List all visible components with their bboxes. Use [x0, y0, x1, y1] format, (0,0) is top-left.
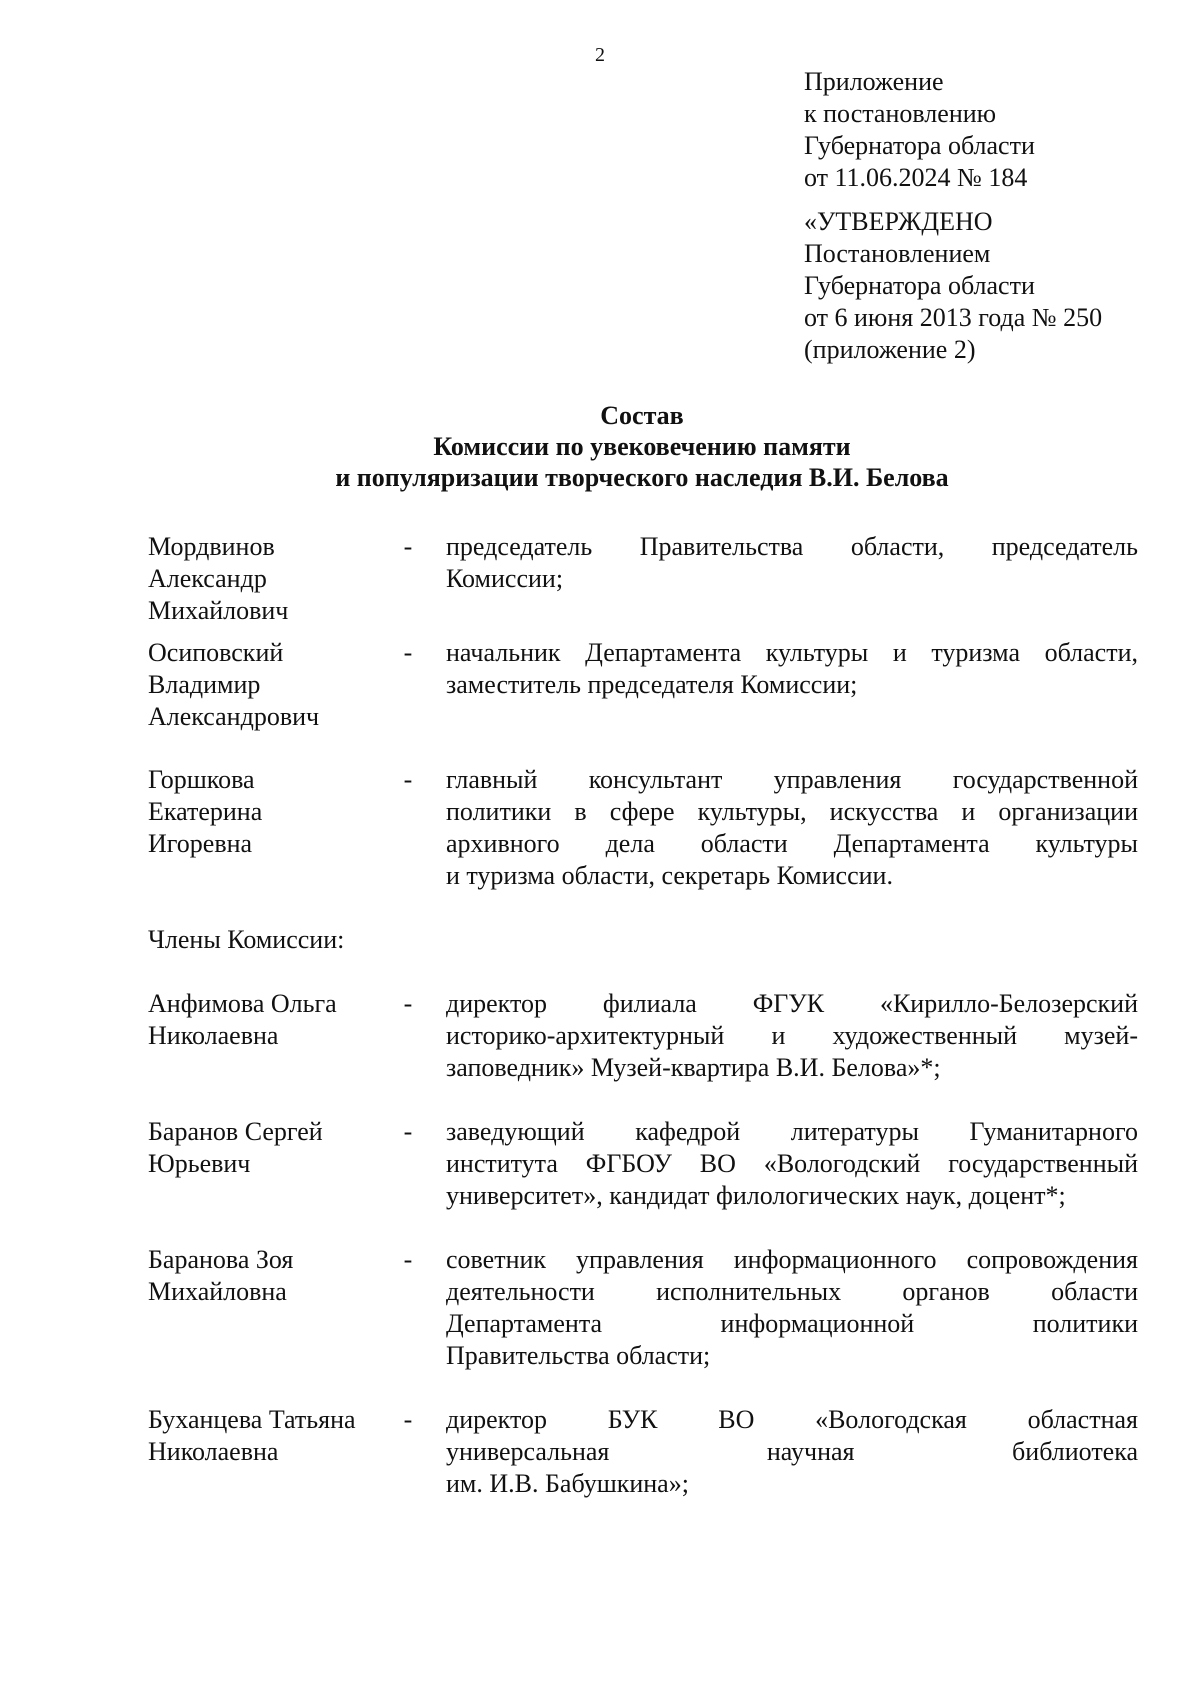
member-name-line: Николаевна [148, 1021, 279, 1050]
dash-separator: - [403, 532, 413, 561]
member-name-line: Михайловна [148, 1277, 287, 1306]
description-line: университет», кандидат филологических наук, доцент*; [446, 1181, 1066, 1210]
description-line: Комиссии; [446, 564, 564, 593]
member-description [446, 1244, 1138, 1372]
member-name-line: Александрович [148, 702, 320, 731]
member-name-line: Николаевна [148, 1437, 279, 1466]
dash-separator: - [403, 638, 413, 667]
description-line: заместитель председателя Комиссии; [446, 670, 858, 699]
member-name [148, 1404, 398, 1468]
description-line: директор филиала ФГУК «Кирилло-Белозерский [446, 989, 1138, 1018]
description-line: директор БУК ВО «Вологодская областная [446, 1405, 1138, 1434]
page-number: 2 [595, 44, 605, 66]
member-name-line: Анфимова Ольга [148, 989, 337, 1018]
member-description [446, 637, 1138, 701]
members-label: Члены Комиссии: [148, 925, 345, 954]
member-name-line: Юрьевич [148, 1149, 251, 1178]
member-description [446, 531, 1138, 595]
member-name [148, 637, 398, 733]
approved-line: «УТВЕРЖДЕНО [804, 207, 993, 236]
appendix-header [804, 66, 1184, 194]
description-line: Правительства области; [446, 1341, 711, 1370]
member-name-line: Баранова Зоя [148, 1245, 294, 1274]
member-name-line: Михайлович [148, 596, 289, 625]
title-line: и популяризации творческого наследия В.И. Белова [335, 463, 949, 492]
description-line: председатель Правительства области, председатель [446, 532, 1138, 561]
member-name-line: Баранов Сергей [148, 1117, 323, 1146]
dash-separator: - [403, 1405, 413, 1434]
member-name-line: Горшкова [148, 765, 255, 794]
description-line: заповедник» Музей-квартира В.И. Белова»*; [446, 1053, 941, 1082]
member-name-line: Игоревна [148, 829, 253, 858]
dash-separator: - [403, 765, 413, 794]
member-name [148, 988, 398, 1052]
approved-line: Губернатора области [804, 271, 1035, 300]
description-line: главный консультант управления государственной [446, 765, 1138, 794]
description-line: заведующий кафедрой литературы Гуманитарного [446, 1117, 1138, 1146]
member-name-line: Александр [148, 564, 267, 593]
description-line: Департамента информационной политики [446, 1309, 1138, 1338]
dash-separator: - [403, 1117, 413, 1146]
appendix-header-line: Приложение [804, 67, 944, 96]
description-line: универсальная научная библиотека [446, 1437, 1138, 1466]
member-name-line: Буханцева Татьяна [148, 1405, 356, 1434]
approved-line: (приложение 2) [804, 335, 976, 364]
title-line: Состав [600, 401, 684, 430]
member-name-line: Екатерина [148, 797, 263, 826]
description-line: деятельности исполнительных органов области [446, 1277, 1138, 1306]
member-description [446, 988, 1138, 1084]
member-name-line: Осиповский [148, 638, 284, 667]
document-title [0, 400, 1200, 493]
member-name [148, 1116, 398, 1180]
description-line: архивного дела области Департамента культуры [446, 829, 1138, 858]
description-line: советник управления информационного сопровождения [446, 1245, 1138, 1274]
member-description [446, 1116, 1138, 1212]
description-line: начальник Департамента культуры и туризма области, [446, 638, 1138, 667]
dash-separator: - [403, 989, 413, 1018]
description-line: политики в сфере культуры, искусства и организации [446, 797, 1138, 826]
member-name [148, 764, 398, 860]
description-line: института ФГБОУ ВО «Вологодский государственный [446, 1149, 1138, 1178]
approved-line: от 6 июня 2013 года № 250 [804, 303, 1103, 332]
approved-block [804, 206, 1184, 366]
appendix-header-line: от 11.06.2024 № 184 [804, 163, 1028, 192]
member-name-line: Владимир [148, 670, 261, 699]
title-line: Комиссии по увековечению памяти [433, 432, 851, 461]
dash-separator: - [403, 1245, 413, 1274]
appendix-header-line: к постановлению [804, 99, 997, 128]
approved-line: Постановлением [804, 239, 991, 268]
member-description [446, 764, 1138, 892]
appendix-header-line: Губернатора области [804, 131, 1035, 160]
description-line: и туризма области, секретарь Комиссии. [446, 861, 893, 890]
member-name [148, 1244, 398, 1308]
description-line: историко-архитектурный и художественный музей- [446, 1021, 1138, 1050]
description-line: им. И.В. Бабушкина»; [446, 1469, 689, 1498]
member-name [148, 531, 398, 627]
member-name-line: Мордвинов [148, 532, 275, 561]
member-description [446, 1404, 1138, 1500]
